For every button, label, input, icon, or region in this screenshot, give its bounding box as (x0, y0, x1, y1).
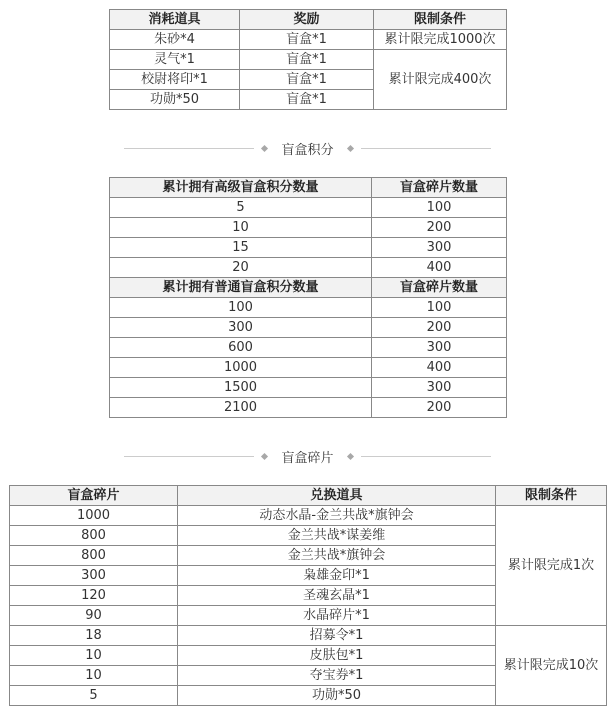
consume-item-cell: 朱砂*4 (110, 30, 240, 50)
fragment-cell: 300 (372, 238, 507, 258)
reward-cell: 盲盒*1 (240, 30, 374, 50)
points-cell: 300 (110, 318, 372, 338)
fragment-cost-cell: 10 (10, 646, 178, 666)
points-cell: 5 (110, 198, 372, 218)
header-advanced-points: 累计拥有高级盲盒积分数量 (110, 178, 372, 198)
limit-cell: 累计限完成1000次 (374, 30, 507, 50)
fragment-cell: 300 (372, 338, 507, 358)
fragment-exchange-table (9, 485, 607, 706)
points-cell: 100 (110, 298, 372, 318)
header-consume-item: 消耗道具 (110, 10, 240, 30)
reward-cell: 盲盒*1 (240, 50, 374, 70)
table-row (10, 506, 607, 526)
header-fragment-count: 盲盒碎片数量 (372, 178, 507, 198)
header-normal-points: 累计拥有普通盲盒积分数量 (110, 278, 372, 298)
exchange-item-cell: 招募令*1 (178, 626, 496, 646)
consume-item-cell: 灵气*1 (110, 50, 240, 70)
fragment-cost-cell: 1000 (10, 506, 178, 526)
diamond-icon (346, 452, 353, 459)
consume-item-cell: 功勋*50 (110, 90, 240, 110)
points-cell: 20 (110, 258, 372, 278)
section-label: 盲盒碎片 (281, 450, 334, 466)
section-label: 盲盒积分 (281, 142, 334, 158)
table-header-row (10, 486, 607, 506)
table-row (110, 298, 507, 318)
exchange-item-cell: 动态水晶-金兰共战*旗钟会 (178, 506, 496, 526)
exchange-item-cell: 水晶碎片*1 (178, 606, 496, 626)
header-reward: 奖励 (240, 10, 374, 30)
table-row (110, 398, 507, 418)
divider-line (361, 456, 491, 457)
table-header-row (110, 10, 507, 30)
table-row (110, 358, 507, 378)
table-header-row (110, 278, 507, 298)
exchange-item-cell: 皮肤包*1 (178, 646, 496, 666)
exchange-item-cell: 金兰共战*旗钟会 (178, 546, 496, 566)
table-row (110, 338, 507, 358)
fragment-cost-cell: 300 (10, 566, 178, 586)
consume-item-cell: 校尉将印*1 (110, 70, 240, 90)
fragment-cost-cell: 90 (10, 606, 178, 626)
divider-line (361, 148, 491, 149)
table-row (110, 378, 507, 398)
limit-cell: 累计限完成1次 (496, 506, 607, 626)
section-title-blind-box-fragments (109, 446, 506, 466)
fragment-cell: 100 (372, 298, 507, 318)
exchange-item-cell: 夺宝券*1 (178, 666, 496, 686)
table-row (110, 258, 507, 278)
table-row (110, 30, 507, 50)
header-fragment-count: 盲盒碎片数量 (372, 278, 507, 298)
table-row (110, 318, 507, 338)
exchange-item-cell: 功勋*50 (178, 686, 496, 706)
consume-reward-table (109, 9, 507, 110)
divider-line (124, 456, 254, 457)
fragment-cost-cell: 800 (10, 546, 178, 566)
points-cell: 600 (110, 338, 372, 358)
fragment-cell: 200 (372, 398, 507, 418)
section-title-blind-box-points (109, 138, 506, 158)
points-cell: 10 (110, 218, 372, 238)
table-row (110, 238, 507, 258)
table-row (110, 50, 507, 70)
table-row (10, 626, 607, 646)
points-cell: 2100 (110, 398, 372, 418)
fragment-cost-cell: 18 (10, 626, 178, 646)
fragment-cell: 100 (372, 198, 507, 218)
fragment-cost-cell: 800 (10, 526, 178, 546)
points-fragment-table (109, 177, 507, 418)
diamond-icon (346, 144, 353, 151)
exchange-item-cell: 圣魂玄晶*1 (178, 586, 496, 606)
points-cell: 15 (110, 238, 372, 258)
fragment-cell: 200 (372, 218, 507, 238)
diamond-icon (261, 452, 268, 459)
header-fragments: 盲盒碎片 (10, 486, 178, 506)
points-cell: 1500 (110, 378, 372, 398)
diamond-icon (261, 144, 268, 151)
table-row (110, 218, 507, 238)
table-header-row (110, 178, 507, 198)
limit-cell: 累计限完成400次 (374, 50, 507, 110)
fragment-cost-cell: 10 (10, 666, 178, 686)
fragment-cell: 400 (372, 358, 507, 378)
exchange-item-cell: 金兰共战*谋姜维 (178, 526, 496, 546)
fragment-cost-cell: 5 (10, 686, 178, 706)
fragment-cost-cell: 120 (10, 586, 178, 606)
table-row (110, 198, 507, 218)
points-cell: 1000 (110, 358, 372, 378)
fragment-cell: 400 (372, 258, 507, 278)
header-limit: 限制条件 (374, 10, 507, 30)
limit-cell: 累计限完成10次 (496, 626, 607, 706)
reward-cell: 盲盒*1 (240, 70, 374, 90)
reward-cell: 盲盒*1 (240, 90, 374, 110)
fragment-cell: 300 (372, 378, 507, 398)
header-limit: 限制条件 (496, 486, 607, 506)
exchange-item-cell: 枭雄金印*1 (178, 566, 496, 586)
divider-line (124, 148, 254, 149)
fragment-cell: 200 (372, 318, 507, 338)
header-exchange-item: 兑换道具 (178, 486, 496, 506)
